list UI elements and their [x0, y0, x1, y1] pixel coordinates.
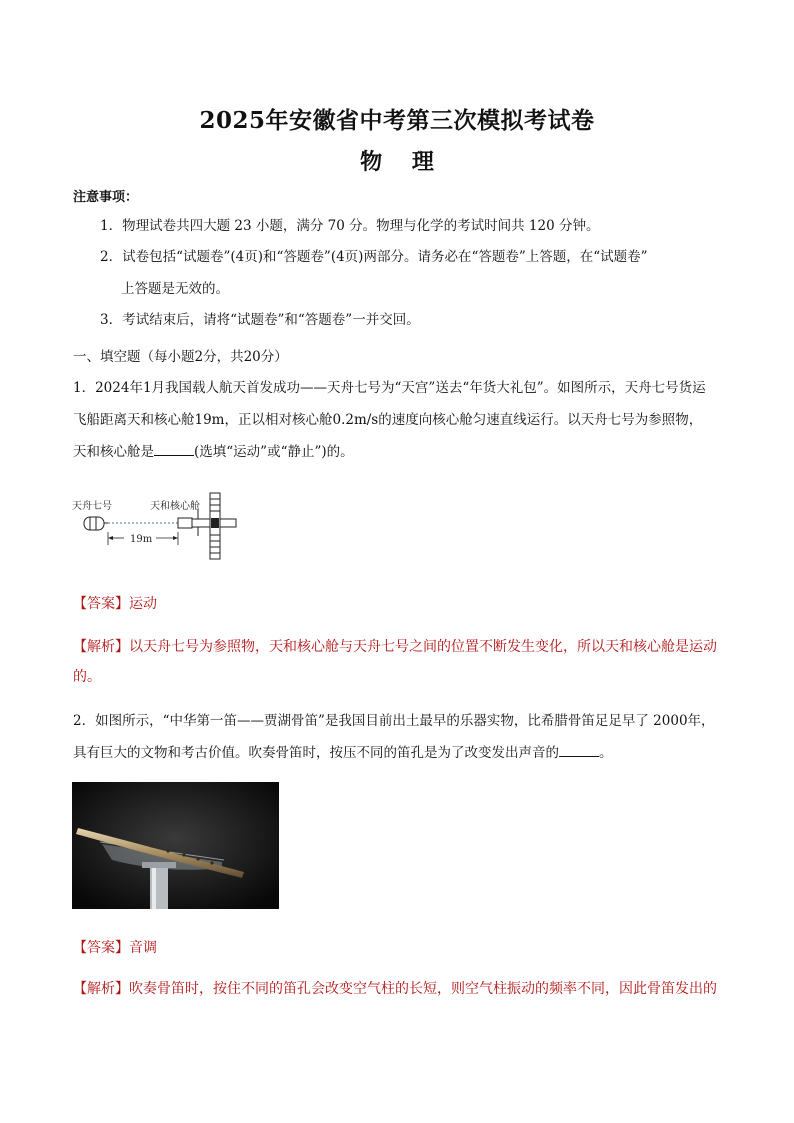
answer-text: 运动	[129, 596, 157, 612]
answer-tag: 【答案】	[73, 940, 129, 956]
page-title: 2025年安徽省中考第三次模拟考试卷	[199, 107, 595, 134]
analysis-tag: 【解析】	[73, 639, 129, 655]
spacecraft-diagram	[70, 485, 245, 570]
analysis-2	[73, 978, 717, 998]
analysis-tag: 【解析】	[73, 981, 129, 997]
bone-flute-photo	[72, 782, 279, 909]
note-item: 2．试卷包括“试题卷”(4页)和“答题卷”(4页)两部分。请务必在“答题卷”上答题，在“试题卷”	[100, 249, 648, 265]
analysis-text: 吹奏骨笛时，按住不同的笛孔会改变空气柱的长短，则空气柱振动的频率不同，因此骨笛发出的	[129, 981, 717, 997]
note-item: 上答题是无效的。	[121, 281, 229, 297]
analysis-text: 以天舟七号为参照物，天和核心舱与天舟七号之间的位置不断发生变化，所以天和核心舱是运动	[129, 639, 717, 655]
answer-text: 音调	[129, 940, 157, 956]
subject-title: 物 理	[360, 149, 434, 175]
ship-icon	[84, 517, 108, 530]
note-item: 3．考试结束后，请将“试题卷”和“答题卷”一并交回。	[100, 312, 420, 328]
answer-blank	[559, 744, 599, 757]
analysis-1-cont: 的。	[73, 669, 101, 685]
question-2-line	[73, 741, 613, 761]
note-item: 1．物理试卷共四大题 23 小题，满分 70 分。物理与化学的考试时间共 120 分钟。	[100, 218, 600, 234]
answer-tag: 【答案】	[73, 596, 129, 612]
label-ship: 天舟七号	[72, 501, 112, 512]
question-1-line: 1．2024年1月我国载人航天首发成功——天舟七号为“天宫”送去“年货大礼包”。如图所示，天舟七号货运	[73, 380, 706, 396]
question-2-text: 具有巨大的文物和考古价值。吹奏骨笛时，按压不同的笛孔是为了改变发出声音的	[73, 745, 559, 761]
label-core: 天和核心舱	[150, 501, 200, 512]
answer-1	[73, 593, 157, 613]
question-2-text: 。	[599, 745, 613, 761]
analysis-1	[73, 636, 717, 656]
question-2-line: 2．如图所示，“中华第一笛——贾湖骨笛”是我国目前出土最早的乐器实物，比希腊骨笛足足早了 2000年，	[73, 713, 715, 729]
question-1-text: 天和核心舱是	[73, 444, 154, 460]
notes-heading: 注意事项：	[73, 190, 139, 205]
question-1-text: (选填“运动”或“静止”)的。	[194, 444, 354, 460]
section-heading: 一、填空题（每小题2分，共20分）	[73, 349, 288, 365]
answer-2	[73, 937, 157, 957]
question-1-line	[73, 440, 354, 460]
question-1-line: 飞船距离天和核心舱19m，正以相对核心舱0.2m/s的速度向核心舱匀速直线运行。以天舟七号为参照物，	[73, 412, 703, 428]
answer-blank	[154, 443, 194, 456]
distance-label: 19m	[130, 534, 153, 545]
